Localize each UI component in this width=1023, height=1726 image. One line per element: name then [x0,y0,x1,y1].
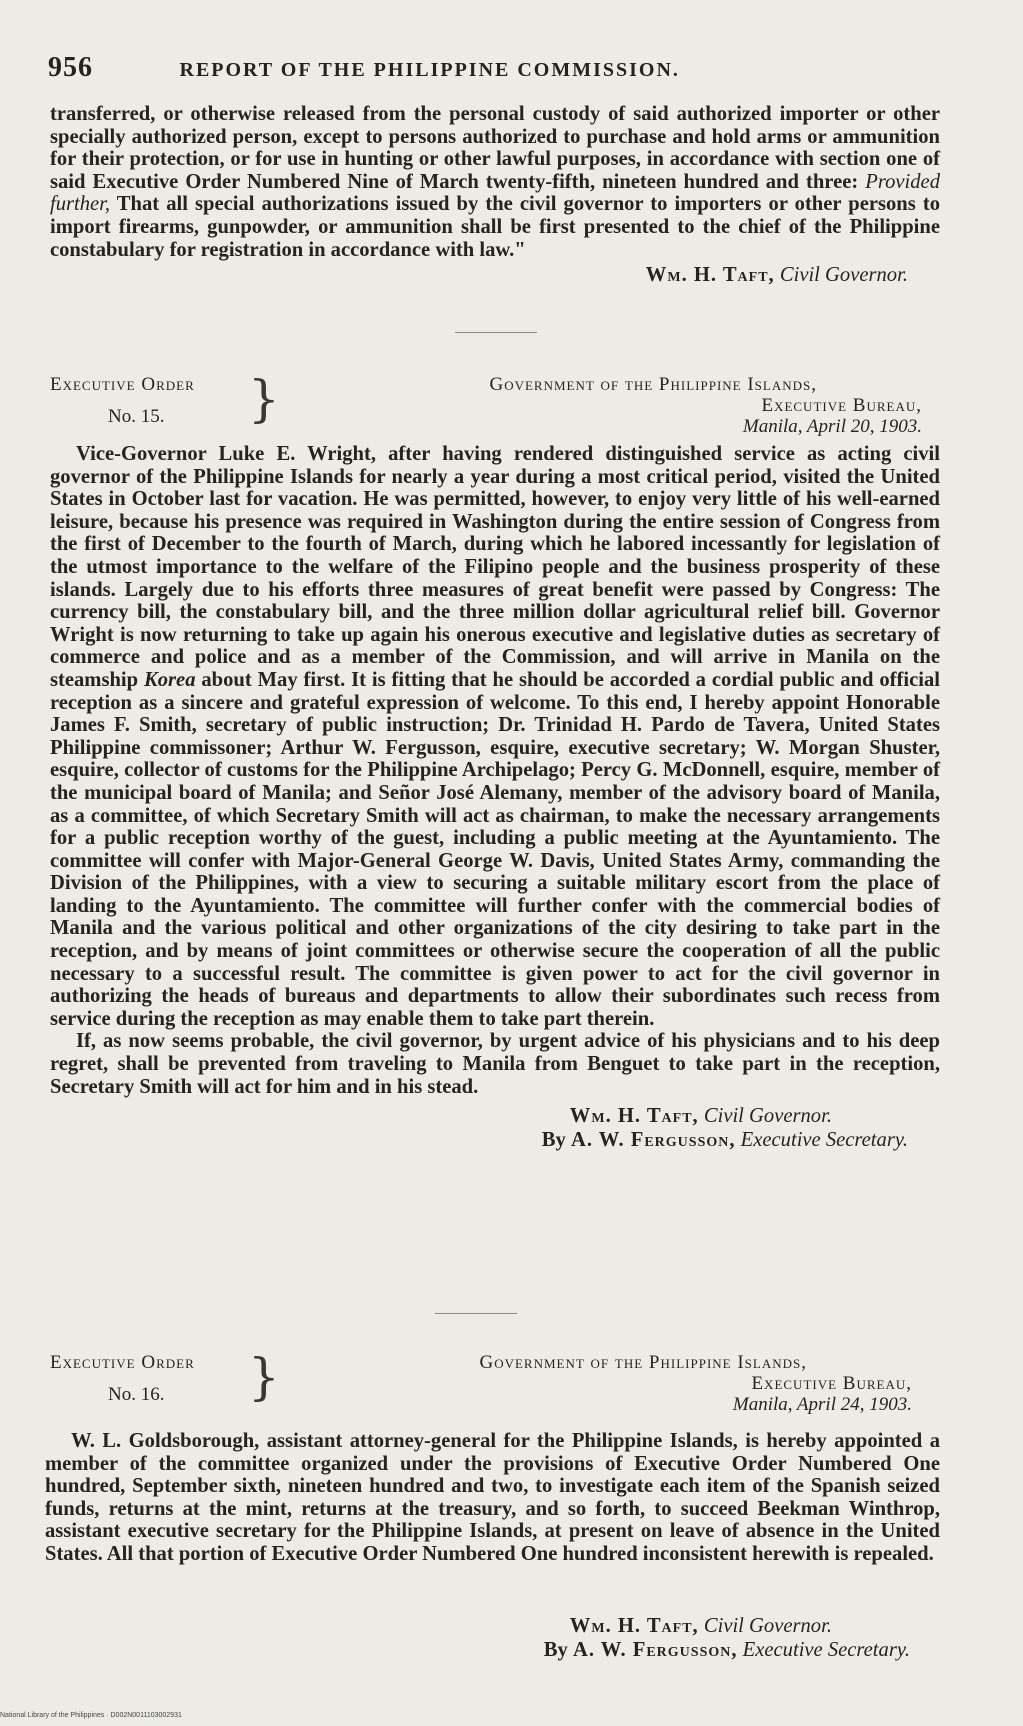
running-title: REPORT OF THE PHILIPPINE COMMISSION. [179,59,680,81]
countersigner-role: Executive Secretary. [740,1129,908,1152]
countersigner-name: A. W. Fergusson, [572,1638,738,1661]
order-15-number: No. 15. [108,406,165,427]
countersigner-name: A. W. Fergusson, [570,1129,736,1152]
proviso-label: Provided further, [50,170,940,216]
order-15-paragraph-1 [50,443,940,1030]
signer-role: Civil Governor. [779,264,908,287]
section-divider [455,332,537,333]
order-15-signature [50,1104,940,1128]
page-header [48,52,928,84]
signer-name: Wm. H. Taft, [569,1105,699,1128]
order-15-body [50,443,940,1152]
order-15-bureau: Executive Bureau, [761,395,922,416]
page-number: 956 [48,52,93,83]
signer-name: Wm. H. Taft, [645,264,775,287]
order-15-paragraph-2: If, as now seems probable, the civil governor, by urgent advice of his physicians and to his deep regret, shall be prevented from traveling to Manila from Benguet to take part in the reception, Secretary Smith will act for him and in his stead. [50,1030,940,1098]
ship-name: Korea [144,668,196,691]
order-16-bureau: Executive Bureau, [751,1373,912,1394]
order-16-heading [50,1348,940,1422]
order-15-label-block [50,374,260,428]
order-15-origin [489,374,940,437]
order-15-heading [50,370,940,444]
order-16-body [45,1430,940,1662]
order-16-paragraph-1: W. L. Goldsborough, assistant attorney-general for the Philippine Islands, is hereby appointed a member of the committee organized under the provisions of Executive Order Numbered One hundred, September sixth, nineteen hundred and two, to investigate each item of the Spanish seized funds, returns at the mint, returns at the treasury, and so forth, to succeed Beekman Winthrop, assistant executive secretary for the Philippine Islands, at present on leave of absence in the United States. All that portion of Executive Order Numbered One hundred inconsistent herewith is repealed. [45,1430,940,1565]
by-prefix: By [543,1638,568,1661]
order-16-number: No. 16. [108,1384,165,1405]
order-15-text-b: about May first. It is fitting that he should be accorded a cordial public and official reception as a sincere and grateful expression of welcome. To this end, I hereby appoint Honorable James F. Smith, secretary of public instruction; Dr. Trinidad H. Pardo de Tavera, United States Philippine commissoner; Arthur W. Fergusson, esquire, executive secretary; W. Morgan Shuster, esquire, collector of customs for the Philippine Archipelago; Percy G. McDonnell, esquire, member of the municipal board of Manila; and Señor José Alemany, member of the advisory board of Manila, as a committee, of which Secretary Smith will act as chairman, to make the necessary arrangements for a public reception worthy of the guest, including a public meeting at the Ayuntamiento. The committee will confer with Major-General George W. Davis, United States Army, commanding the Division of the Philippines, with a view to securing a suitable military escort from the place of landing to the Ayuntamiento. The committee will further confer with the commercial bodies of Manila and the various political and other organizations of the city desiring to take part in the reception, and by means of joint committees or otherwise secure the cooperation of all the public necessary to a successful result. The committee is given power to act for the civil governor in authorizing the heads of bureaus and departments to allow their subordinates such recess from service during the reception as may enable them to take part therein. [50,668,941,1030]
signer-role: Civil Governor. [703,1105,832,1128]
continuation-block [50,103,940,287]
proviso-text: That all special authorizations issued by the civil governor to importers or other persons to import firearms, gunpowder, or ammunition shall be first presented to the chief of the Philippine constabulary for registration in accordance with law." [50,193,940,261]
continuation-text: transferred, or otherwise released from the personal custody of said authorized importer or other specially authorized person, except to persons authorized to purchase and hold arms or ammunition for their protection, or for use in hunting or other lawful purposes, in accordance with section one of said Executive Order Numbered Nine of March twenty-fifth, nineteen hundred and three: [50,103,940,193]
order-16-date: Manila, April 24, 1903. [732,1394,912,1415]
countersigner-role: Executive Secretary. [742,1638,910,1661]
order-15-countersignature [50,1128,940,1152]
signer-name: Wm. H. Taft, [569,1614,699,1637]
order-15-text-a: Vice-Governor Luke E. Wright, after having rendered distinguished service as acting civil governor of the Philippine Islands for nearly a year during a most critical period, visited the United States in October last for vacation. He was permitted, however, to enjoy very little of his well-earned leisure, because his presence was required in Washington during the entire session of Congress from the first of December to the fourth of March, during which he labored incessantly for legislation of the utmost importance to the welfare of the Filipino people and the business prosperity of these islands. Largely due to his efforts three measures of great benefit were passed by Congress: The currency bill, the constabulary bill, and the three million dollar agricultural relief bill. Governor Wright is now returning to take up again his onerous executive and legislative duties as secretary of commerce and police and as a member of the Commission, and will arrive in Manila on the steamship [50,443,940,691]
brace-icon: } [248,1348,280,1406]
continuation-signature [50,263,940,287]
order-16-countersignature [45,1638,940,1662]
signer-role: Civil Governor. [703,1614,832,1637]
brace-icon: } [248,370,280,428]
order-16-government: Government of the Philippine Islands, [479,1352,807,1373]
order-16-signature [45,1614,940,1638]
continuation-paragraph [50,103,940,261]
by-prefix: By [541,1129,566,1152]
order-16-origin [479,1352,940,1415]
scan-footer: National Library of the Philippines · D002N0011103002931 [0,1712,182,1719]
order-16-label: Executive Order [50,1352,195,1373]
order-15-label: Executive Order [50,374,195,395]
order-16-label-block [50,1352,260,1406]
order-15-date: Manila, April 20, 1903. [742,416,922,437]
section-divider [435,1313,517,1314]
order-15-government: Government of the Philippine Islands, [489,374,817,395]
